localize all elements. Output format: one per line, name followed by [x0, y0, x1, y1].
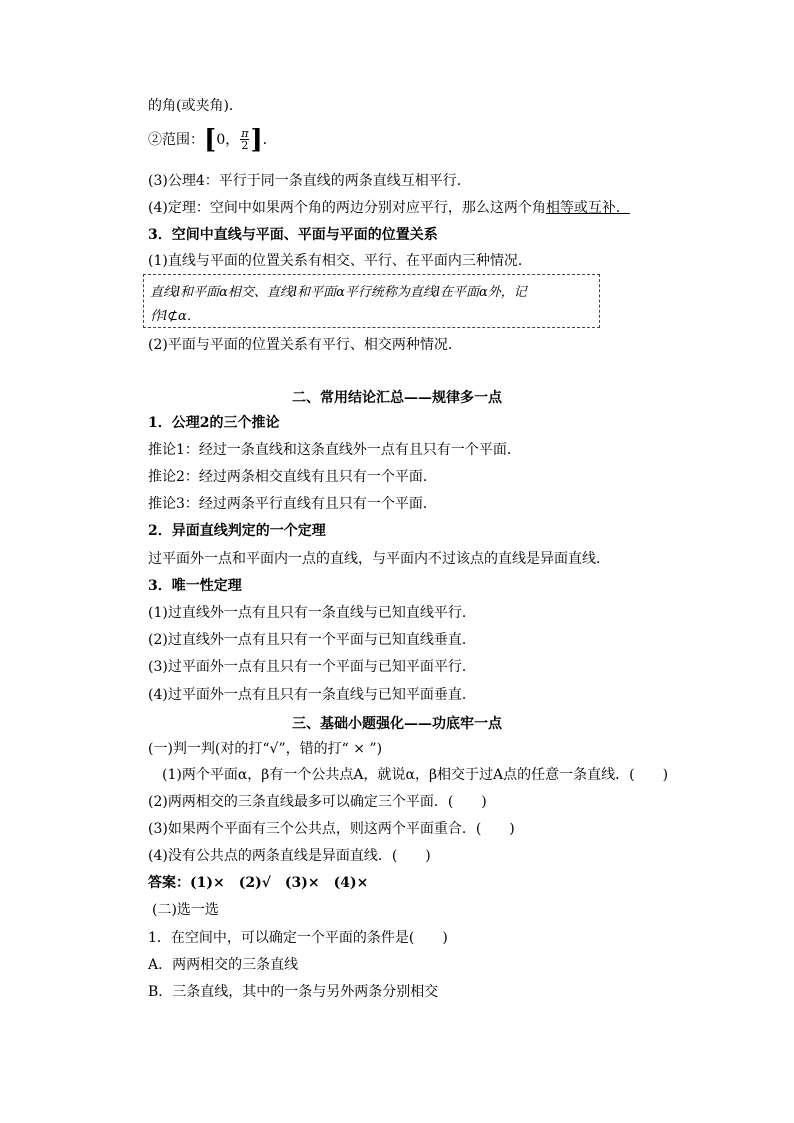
subheading: 3．唯一性定理	[148, 578, 242, 594]
judge-item: (1)两个平面α，β有一个公共点A，就说α，β相交于过A点的任意一条直线．( )	[162, 767, 669, 783]
text-line: 推论2：经过两条相交直线有且只有一个平面．	[148, 469, 437, 485]
section-heading: 3．空间中直线与平面、平面与平面的位置关系	[148, 227, 438, 243]
text-line: (1)直线与平面的位置关系有相交、平行、在平面内三种情况．	[148, 253, 532, 269]
judge-item: (4)没有公共点的两条直线是异面直线．( )	[148, 848, 431, 864]
text-line: 推论1：经过一条直线和这条直线外一点有且只有一个平面．	[148, 442, 521, 458]
text-line: (1)过直线外一点有且只有一条直线与已知直线平行．	[148, 605, 476, 621]
option: A．两两相交的三条直线	[148, 957, 299, 973]
subheading: 1．公理2的三个推论	[148, 415, 280, 431]
text-line: (2)平面与平面的位置关系有平行、相交两种情况．	[148, 337, 462, 353]
question: 1．在空间中，可以确定一个平面的条件是( )	[148, 930, 448, 946]
range-line: ②范围： [ 0， $\frac{\pi}{2}$ ] ．	[148, 124, 277, 155]
text-line	[148, 97, 243, 115]
section-title: 二、常用结论汇总——规律多一点	[292, 390, 502, 406]
subheading: 2．异面直线判定的一个定理	[148, 523, 326, 539]
text-line: (2)过直线外一点有且只有一个平面与已知直线垂直．	[148, 632, 476, 648]
text-line: (4)过平面外一点有且只有一条直线与已知平面垂直．	[148, 687, 476, 703]
interval: [ 0， $\frac{\pi}{2}$ ]	[204, 124, 263, 155]
judge-item: (2)两两相交的三条直线最多可以确定三个平面．( )	[148, 794, 487, 810]
note-box: 直线l和平面α相交、直线l和平面α平行统称为直线l在平面α外，记 作l⊄α．	[143, 274, 600, 328]
text-line: 推论3：经过两条平行直线有且只有一个平面．	[148, 496, 437, 512]
text-line: 过平面外一点和平面内一点的直线，与平面内不过该点的直线是异面直线．	[148, 551, 610, 567]
text-line: (4)定理：空间中如果两个角的两边分别对应平行，那么这两个角相等或互补．	[148, 200, 630, 216]
option: B．三条直线，其中的一条与另外两条分别相交	[148, 984, 439, 1000]
text: ②范围：	[148, 131, 204, 148]
text-line: (一)判一判(对的打“√”，错的打“ × ”)	[148, 741, 383, 757]
judge-item: (3)如果两个平面有三个公共点，则这两个平面重合．( )	[148, 821, 515, 837]
fraction: $\frac{\pi}{2}$	[241, 127, 249, 152]
text-line: (3)公理4：平行于同一条直线的两条直线互相平行．	[148, 173, 471, 189]
answer-line: 答案：(1)× (2)√ (3)× (4)×	[148, 875, 369, 891]
text-line: (3)过平面外一点有且只有一个平面与已知平面平行．	[148, 659, 476, 675]
text-line: (二)选一选	[152, 902, 219, 918]
interval-left: 0，	[216, 131, 240, 148]
section-title: 三、基础小题强化——功底牢一点	[292, 716, 502, 732]
text: 的角(或夹角)．	[148, 98, 243, 114]
